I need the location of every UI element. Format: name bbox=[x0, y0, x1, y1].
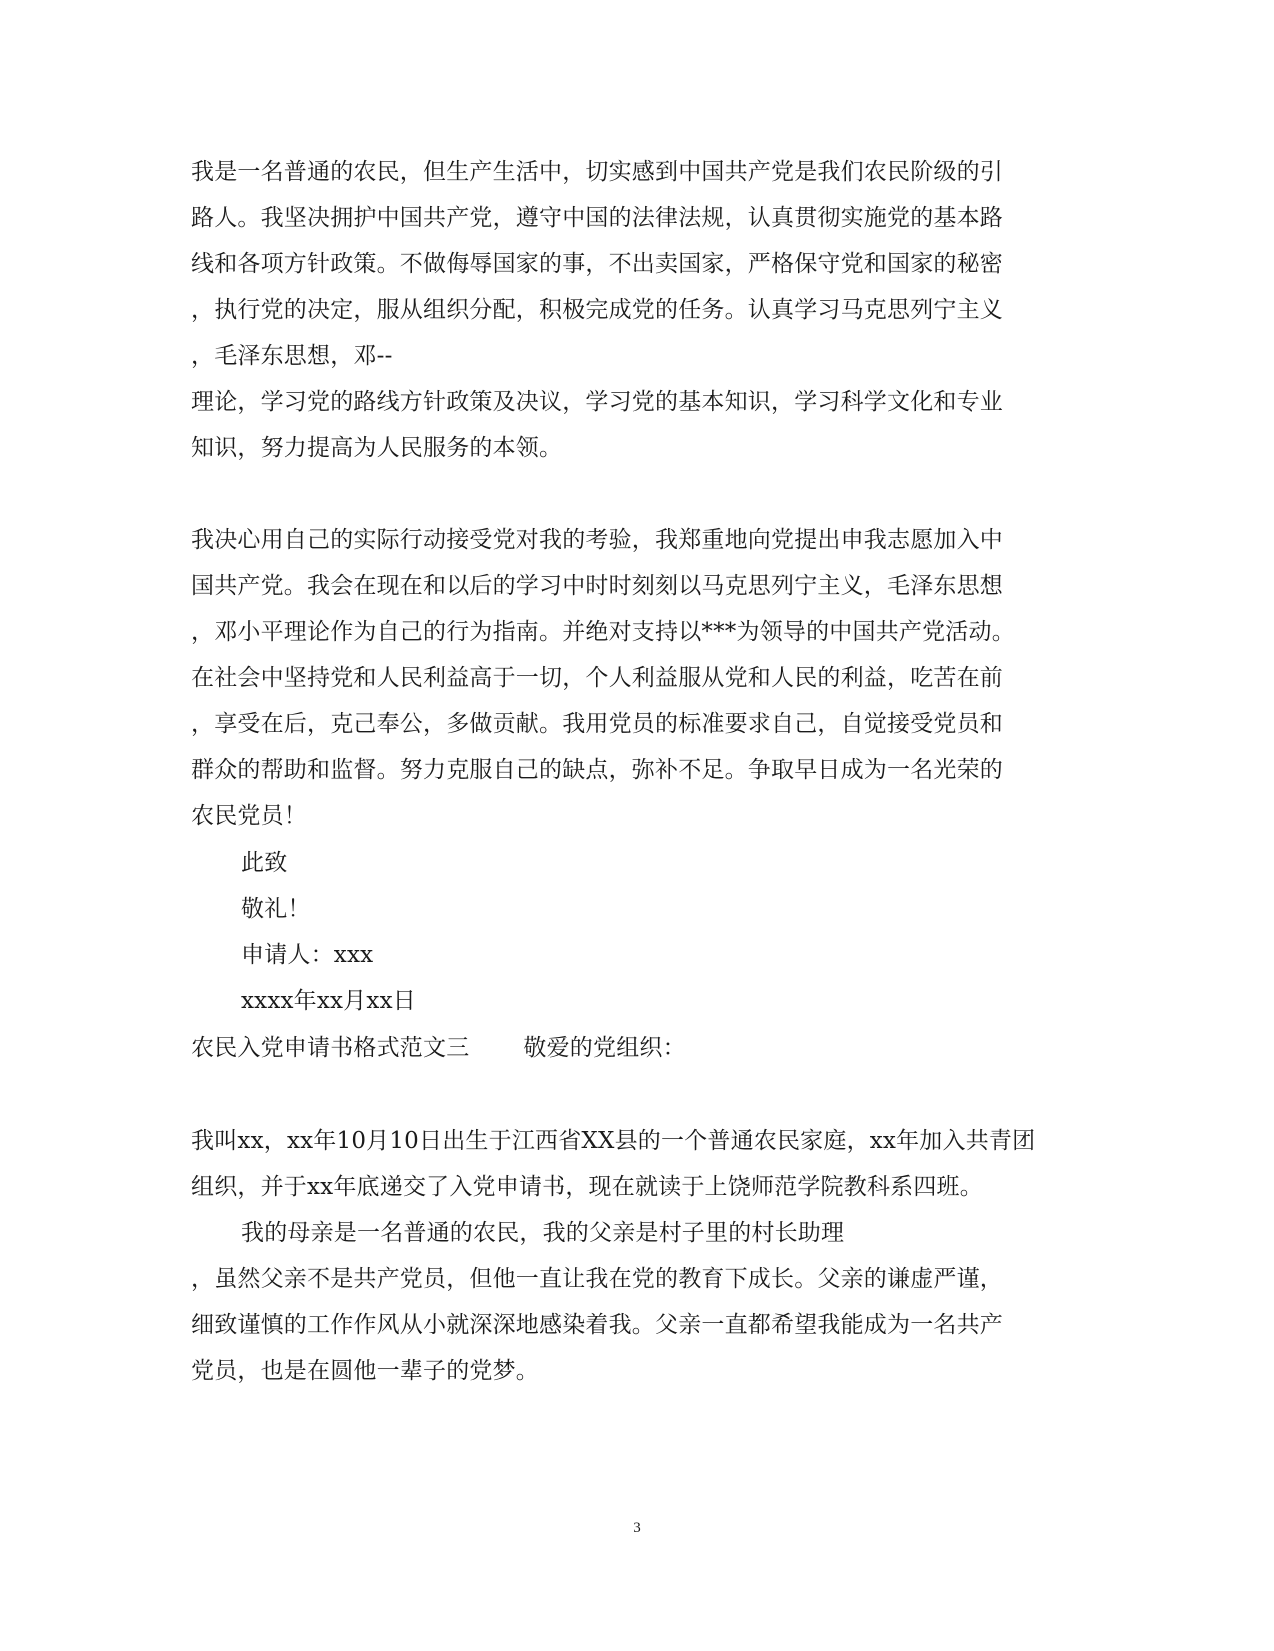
paragraph1-line: 路人。我坚决拥护中国共产党，遵守中国的法律法规，认真贯彻实施党的基本路 bbox=[191, 205, 1003, 231]
page-number: 3 bbox=[633, 1520, 641, 1536]
closing-salute: 敬礼！ bbox=[241, 896, 311, 922]
paragraph1-line: 线和各项方针政策。不做侮辱国家的事，不出卖国家，严格保守党和国家的秘密 bbox=[191, 251, 1003, 277]
paragraph2-line: 我决心用自己的实际行动接受党对我的考验，我郑重地向党提出申我志愿加入中 bbox=[191, 527, 1003, 553]
paragraph2-line: 在社会中坚持党和人民利益高于一切，个人利益服从党和人民的利益，吃苦在前 bbox=[191, 665, 1003, 691]
paragraph2-line: 农民党员！ bbox=[191, 803, 307, 829]
paragraph3-line: 我叫xx，xx年10月10日出生于江西省XX县的一个普通农民家庭，xx年加入共青团 bbox=[191, 1128, 1036, 1154]
paragraph2-line: 群众的帮助和监督。努力克服自己的缺点，弥补不足。争取早日成为一名光荣的 bbox=[191, 757, 1003, 783]
paragraph1-line: ，执行党的决定，服从组织分配，积极完成党的任务。认真学习马克思列宁主义 bbox=[191, 297, 1003, 323]
paragraph2-line: ，享受在后，克己奉公，多做贡献。我用党员的标准要求自己，自觉接受党员和 bbox=[191, 711, 1003, 737]
paragraph3-line: 组织，并于xx年底递交了入党申请书，现在就读于上饶师范学院教科系四班。 bbox=[191, 1174, 983, 1200]
paragraph4-first-line: 我的母亲是一名普通的农民，我的父亲是村子里的村长助理 bbox=[241, 1220, 845, 1246]
paragraph1-line: 理论，学习党的路线方针政策及决议，学习党的基本知识，学习科学文化和专业 bbox=[191, 389, 1003, 415]
section-heading-line bbox=[191, 1033, 686, 1063]
date-line: xxxx年xx月xx日 bbox=[241, 988, 416, 1014]
paragraph2-line: 国共产党。我会在现在和以后的学习中时时刻刻以马克思列宁主义，毛泽东思想 bbox=[191, 573, 1003, 599]
paragraph4-line: 细致谨慎的工作作风从小就深深地感染着我。父亲一直都希望我能成为一名共产 bbox=[191, 1312, 1003, 1338]
section-title: 农民入党申请书格式范文三 bbox=[191, 1035, 470, 1061]
greeting: 敬爱的党组织： bbox=[523, 1035, 686, 1061]
paragraph1-line: ，毛泽东思想，邓-- bbox=[191, 343, 393, 369]
paragraph1-line: 我是一名普通的农民，但生产生活中，切实感到中国共产党是我们农民阶级的引 bbox=[191, 159, 1003, 185]
paragraph4-line: 党员，也是在圆他一辈子的党梦。 bbox=[191, 1358, 539, 1384]
applicant-signature: 申请人：xxx bbox=[241, 942, 374, 968]
paragraph2-line: ，邓小平理论作为自己的行为指南。并绝对支持以***为领导的中国共产党活动。 bbox=[191, 619, 1015, 645]
paragraph1-line: 知识，努力提高为人民服务的本领。 bbox=[191, 435, 563, 461]
paragraph4-line: ，虽然父亲不是共产党员，但他一直让我在党的教育下成长。父亲的谦虚严谨， bbox=[191, 1266, 1003, 1292]
closing-salute: 此致 bbox=[241, 850, 288, 876]
